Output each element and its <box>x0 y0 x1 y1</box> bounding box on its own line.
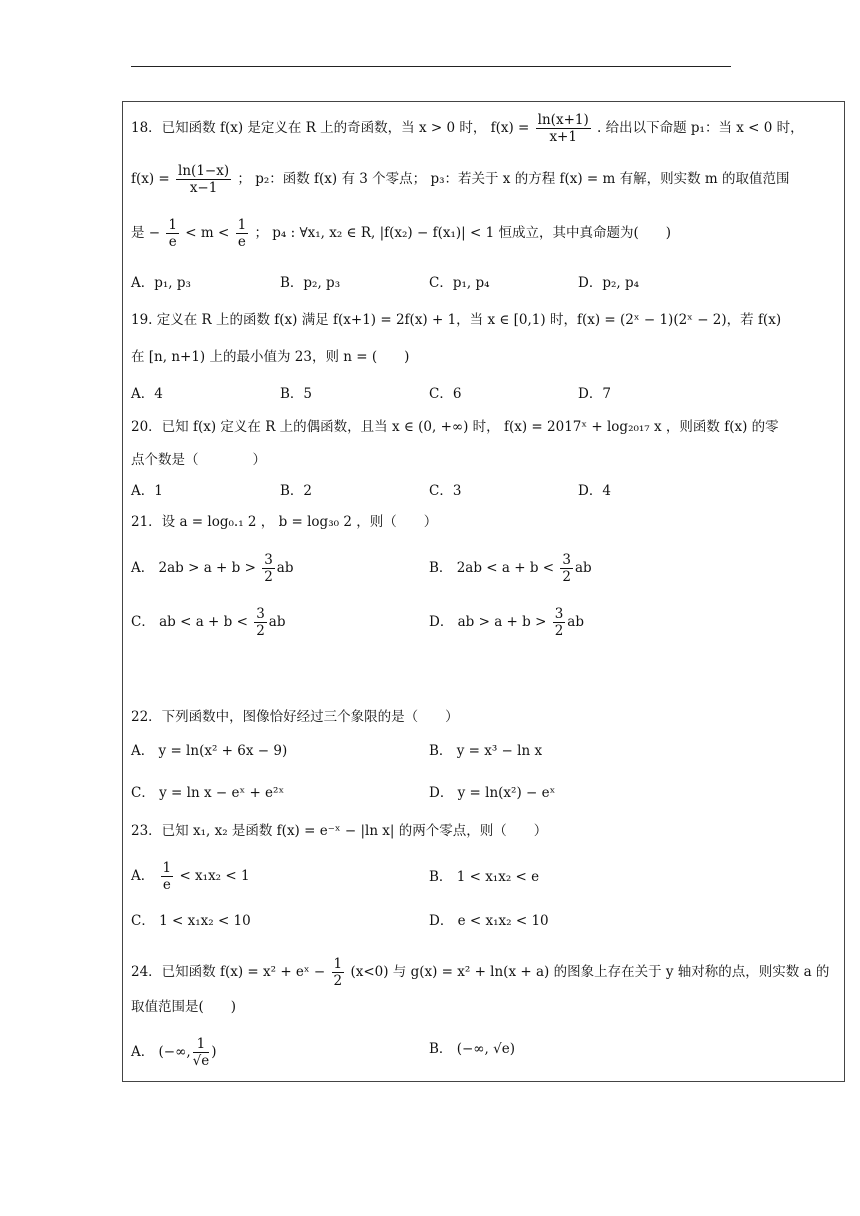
q21-line1: 21．设 a = log₀.₁ 2 ， b = log₃₀ 2 ，则（ ） <box>131 514 438 530</box>
q18-frac1 <box>536 112 591 145</box>
q23-option-a-label: A． <box>131 868 155 884</box>
q22-option-d: D． y = ln(x²) − eˣ <box>429 785 556 801</box>
q18-frac3-num: 1 <box>168 217 177 233</box>
q18-p3-pre: 是 − <box>131 225 161 241</box>
frac-num: 1 <box>193 1036 210 1053</box>
q21-option-c-text: C． ab < a + b < <box>131 614 248 630</box>
q24-stem-tail: (x<0) 与 g(x) = x² + ln(x + a) 的图象上存在关于 y 轴对称的点，则实数 a 的 <box>350 964 830 980</box>
frac-den: e <box>162 877 171 893</box>
frac-num: 3 <box>554 606 564 622</box>
q20-option-b: B．2 <box>280 483 313 499</box>
q24-stem: 24．已知函数 f(x) = x² + eˣ − <box>131 964 326 980</box>
q23-option-a-frac <box>161 860 174 893</box>
q19-option-d: D．7 <box>578 386 611 402</box>
q21-option-c-frac <box>254 606 267 639</box>
q20-option-a: A．1 <box>131 483 163 499</box>
q18-option-a: A．p₁, p₃ <box>131 275 191 291</box>
q24-option-a-tail: ) <box>211 1044 217 1060</box>
frac-num: 3 <box>562 552 571 568</box>
q18-frac3-den: e <box>168 234 177 250</box>
q18-frac1-den: x+1 <box>549 129 577 145</box>
q23-line1: 23．已知 x₁, x₂ 是函数 f(x) = e⁻ˣ − |ln x| 的两个零点，则（ ） <box>131 823 548 839</box>
q19-option-b: B．5 <box>280 386 313 402</box>
q24-option-a-text: A． (−∞, <box>131 1044 191 1060</box>
q24-option-a-frac <box>193 1036 210 1069</box>
q21-option-b-tail: ab <box>574 560 592 576</box>
q21-option-b-text: B． 2ab < a + b < <box>429 560 555 576</box>
q18-frac1-num: ln(x+1) <box>537 112 589 128</box>
q24-frac <box>332 956 345 989</box>
q18-frac2-den: x−1 <box>189 180 218 196</box>
q22-option-b: B． y = x³ − ln x <box>429 743 543 759</box>
q18-line3 <box>131 217 671 250</box>
q18-frac2-num: ln(1−x) <box>178 163 230 179</box>
q20-line1: 20．已知 f(x) 定义在 R 上的偶函数，且当 x ∈ (0, +∞) 时， f(x) = 2017ˣ + log₂₀₁₇ x ，则函数 f(x) 的零 <box>131 419 779 435</box>
q20-option-c: C．3 <box>429 483 462 499</box>
q18-line2 <box>131 163 790 196</box>
q21-option-d-tail: ab <box>567 614 584 630</box>
q18-option-d: D．p₂, p₄ <box>578 275 640 291</box>
q18-frac4-den: e <box>237 234 246 250</box>
q21-option-a-tail: ab <box>276 560 294 576</box>
frac-num: 3 <box>264 552 273 568</box>
q18-p2-p3: ； p₂：函数 f(x) 有 3 个零点； p₃：若关于 x 的方程 f(x) = m 有解，则实数 m 的取值范围 <box>237 171 790 187</box>
q21-option-d-frac <box>553 606 566 639</box>
q24-option-a <box>131 1036 217 1069</box>
q24-line1 <box>131 956 829 989</box>
q21-option-a <box>131 552 294 585</box>
q18-p4: ； p₄ : ∀x₁, x₂ ∈ R, |f(x₂) − f(x₁)| < 1 恒成立，其中真命题为( ) <box>254 225 671 241</box>
q19-line2: 在 [n, n+1) 上的最小值为 23，则 n = ( ) <box>131 349 410 365</box>
q18-p1: . 给出以下命题 p₁：当 x < 0 时， <box>597 120 804 136</box>
q21-option-b <box>429 552 592 585</box>
q22-line1: 22．下列函数中，图像恰好经过三个象限的是（ ） <box>131 709 459 725</box>
frac-den: 2 <box>256 623 265 639</box>
q21-option-a-text: A． 2ab > a + b > <box>131 560 256 576</box>
q24-option-b: B． (−∞, √e) <box>429 1041 515 1057</box>
q18-frac3 <box>166 217 179 250</box>
q19-option-c: C．6 <box>429 386 462 402</box>
header-rule <box>131 66 731 67</box>
q21-option-c-tail: ab <box>268 614 286 630</box>
frac-num: 3 <box>256 606 265 622</box>
q23-option-d: D． e < x₁x₂ < 10 <box>429 913 549 929</box>
q21-option-c <box>131 606 286 639</box>
q21-option-d <box>429 606 584 639</box>
frac-den: √e <box>192 1053 210 1069</box>
q20-option-d: D．4 <box>578 483 611 499</box>
q21-option-d-text: D． ab > a + b > <box>429 614 547 630</box>
q23-option-c: C． 1 < x₁x₂ < 10 <box>131 913 251 929</box>
q20-line2: 点个数是（ ） <box>131 452 266 468</box>
frac-den: 2 <box>554 623 564 639</box>
q18-frac4 <box>236 217 249 250</box>
frac-den: 2 <box>562 569 571 585</box>
q18-stem: 18．已知函数 f(x) 是定义在 R 上的奇函数，当 x > 0 时， f(x) = <box>131 120 530 136</box>
q22-option-a: A． y = ln(x² + 6x − 9) <box>131 743 288 759</box>
frac-den: 2 <box>264 569 273 585</box>
q18-frac4-num: 1 <box>237 217 247 233</box>
q24-line2: 取值范围是( ) <box>131 999 237 1015</box>
q19-line1: 19. 定义在 R 上的函数 f(x) 满足 f(x+1) = 2f(x) + 1，当 x ∈ [0,1) 时，f(x) = (2ˣ − 1)(2ˣ − 2)，若 f(x) <box>131 312 782 328</box>
frac-num: 1 <box>162 860 172 876</box>
q18-line1 <box>131 112 804 145</box>
q21-option-a-frac <box>262 552 275 585</box>
q19-option-a: A．4 <box>131 386 163 402</box>
q18-option-c: C．p₁, p₄ <box>429 275 490 291</box>
q18-p3-mid: < m < <box>185 225 230 241</box>
q23-option-a-tail: < x₁x₂ < 1 <box>179 868 250 884</box>
q21-option-b-frac <box>560 552 573 585</box>
frac-num: 1 <box>333 956 343 972</box>
q18-frac2 <box>176 163 231 196</box>
q23-option-b: B． 1 < x₁x₂ < e <box>429 869 540 885</box>
q18-p1-lhs: f(x) = <box>131 171 170 187</box>
frac-den: 2 <box>333 973 343 989</box>
q22-option-c: C． y = ln x − eˣ + e²ˣ <box>131 785 285 801</box>
q18-option-b: B．p₂, p₃ <box>280 275 341 291</box>
q23-option-a <box>131 860 250 893</box>
